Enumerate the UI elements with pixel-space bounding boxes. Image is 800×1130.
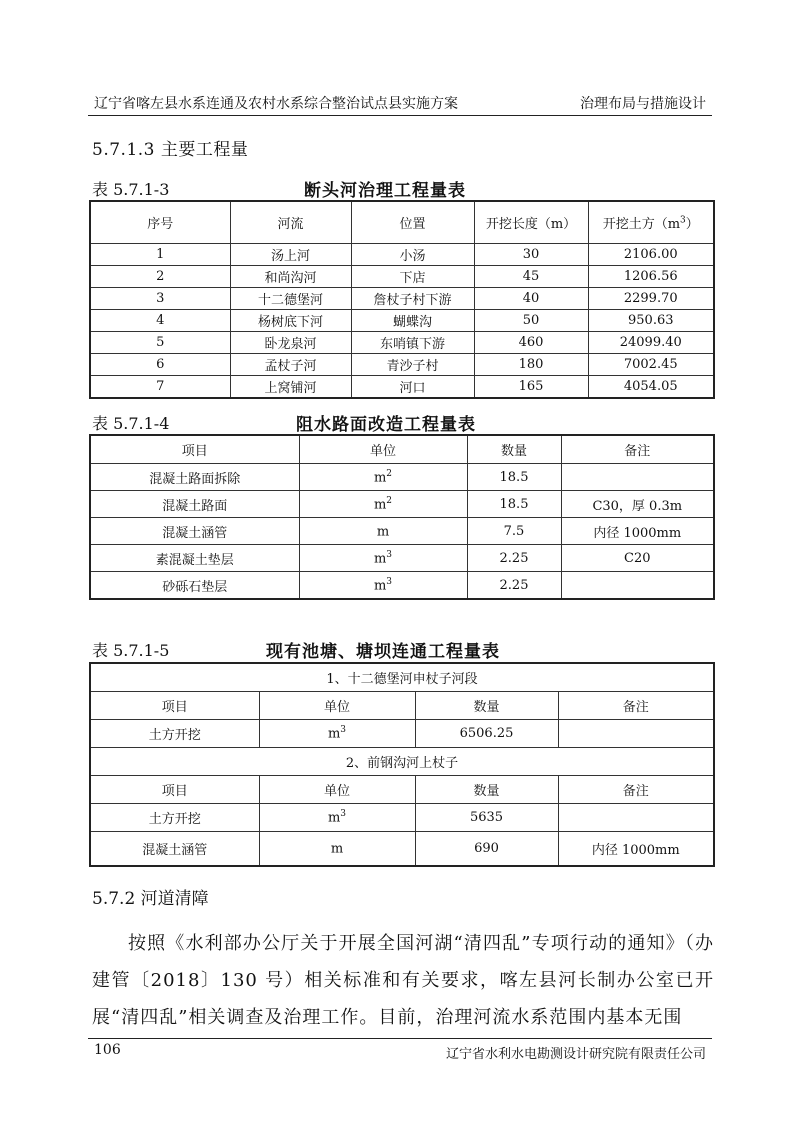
table2.rows-item-cell: 砂砾石垫层 — [90, 572, 299, 600]
subsection-title: 5.7.1.3 主要工程量 — [92, 140, 249, 160]
table1-cell: 165 — [474, 376, 588, 399]
table1-cell: 卧龙泉河 — [230, 332, 351, 354]
table1-cell: 24099.40 — [588, 332, 714, 354]
table3-header-row — [90, 692, 714, 720]
table-row — [90, 518, 714, 545]
table-row — [90, 332, 714, 354]
table1-cell: 汤上河 — [230, 244, 351, 266]
table1-cell: 3 — [90, 288, 230, 310]
table1-cell: 2299.70 — [588, 288, 714, 310]
table-row — [90, 491, 714, 518]
table3.rows2-qty-cell: 690 — [415, 832, 558, 867]
table3-section-title: 2、前钢沟河上杖子 — [90, 748, 714, 776]
table-row — [90, 244, 714, 266]
table1-cell: 4054.05 — [588, 376, 714, 399]
table2.rows-qty-cell: 7.5 — [467, 518, 561, 545]
table3-header-cell: 项目 — [90, 692, 259, 720]
table2.rows-note-cell — [561, 572, 714, 600]
table1-cell: 小汤 — [351, 244, 474, 266]
table2.rows-unit-cell: $m^2$ — [299, 464, 467, 491]
table2.rows-note-cell: C30，厚 0.3m — [561, 491, 714, 518]
table2.rows-unit-cell: $m^3$ — [299, 572, 467, 600]
table-row — [90, 720, 714, 748]
table1-header-row — [90, 201, 714, 244]
table3.rows2-note-cell — [558, 804, 714, 832]
table1-cell: 460 — [474, 332, 588, 354]
table3.rows2-unit-cell: m — [259, 832, 415, 867]
table1-cell: 1 — [90, 244, 230, 266]
table2-title: 阻水路面改造工程量表 — [296, 415, 476, 435]
table-row — [90, 310, 714, 332]
table3-title: 现有池塘、塘坝连通工程量表 — [266, 642, 500, 662]
table1-cell: 和尚沟河 — [230, 266, 351, 288]
table3-header-cell: 数量 — [415, 692, 558, 720]
table1-cell: 45 — [474, 266, 588, 288]
table-row — [90, 376, 714, 399]
table3-header-cell: 单位 — [259, 776, 415, 804]
table1-caption — [92, 177, 712, 199]
table2.rows-unit-cell: m — [299, 518, 467, 545]
table3-header-row — [90, 776, 714, 804]
table1-cell: 7002.45 — [588, 354, 714, 376]
table3.rows2-note-cell: 内径 1000mm — [558, 832, 714, 867]
table2-header-cell: 数量 — [467, 435, 561, 464]
table1-cell: 十二德堡河 — [230, 288, 351, 310]
table-row — [90, 804, 714, 832]
table2-header-row — [90, 435, 714, 464]
table3-header-cell: 单位 — [259, 692, 415, 720]
table3-caption — [92, 638, 712, 660]
table3.rows2-unit-cell: $m^3$ — [259, 804, 415, 832]
table1-header-cell: 位置 — [351, 201, 474, 244]
table1-cell: 2 — [90, 266, 230, 288]
table1-cell: 下店 — [351, 266, 474, 288]
table2.rows-item-cell: 混凝土路面 — [90, 491, 299, 518]
table-pond-connection — [89, 662, 715, 867]
table1-cell: 河口 — [351, 376, 474, 399]
table2.rows-item-cell: 混凝土涵管 — [90, 518, 299, 545]
table3-section-row — [90, 748, 714, 776]
table1-cell: 青沙子村 — [351, 354, 474, 376]
table2-header-cell: 备注 — [561, 435, 714, 464]
footer-organization: 辽宁省水利水电勘测设计研究院有限责任公司 — [445, 1047, 706, 1062]
table-row — [90, 266, 714, 288]
table2-number: 表 5.7.1-4 — [92, 414, 170, 433]
table2.rows-note-cell: 内径 1000mm — [561, 518, 714, 545]
table1-cell: 杨树底下河 — [230, 310, 351, 332]
table-row — [90, 354, 714, 376]
table-row — [90, 545, 714, 572]
table-road-retrofit — [89, 434, 715, 600]
table1-cell: 东哨镇下游 — [351, 332, 474, 354]
table1-cell: 50 — [474, 310, 588, 332]
table1-cell: 詹杖子村下游 — [351, 288, 474, 310]
footer-rule — [88, 1038, 712, 1039]
table1-header-cell: 开挖长度（m） — [474, 201, 588, 244]
table1-cell: 5 — [90, 332, 230, 354]
table1-header-cell: 河流 — [230, 201, 351, 244]
table2-caption — [92, 411, 712, 433]
table3.rows1-qty-cell: 6506.25 — [415, 720, 558, 748]
page-number: 106 — [94, 1042, 121, 1058]
table2.rows-note-cell — [561, 464, 714, 491]
table2.rows-qty-cell: 18.5 — [467, 491, 561, 518]
table2.rows-note-cell: C20 — [561, 545, 714, 572]
table3-header-cell: 数量 — [415, 776, 558, 804]
table1-cell: 上窝铺河 — [230, 376, 351, 399]
table3-header-cell: 备注 — [558, 776, 714, 804]
table-row — [90, 288, 714, 310]
header-chapter-title: 治理布局与措施设计 — [580, 96, 706, 112]
table-dead-end-river — [89, 200, 715, 399]
table1-cell: 30 — [474, 244, 588, 266]
table1-number: 表 5.7.1-3 — [92, 180, 170, 199]
table2.rows-unit-cell: $m^3$ — [299, 545, 467, 572]
table1-cell: 蝴蝶沟 — [351, 310, 474, 332]
table3.rows1-note-cell — [558, 720, 714, 748]
table2.rows-qty-cell: 18.5 — [467, 464, 561, 491]
header-rule — [88, 115, 712, 116]
table1-cell: 2106.00 — [588, 244, 714, 266]
table3-header-cell: 备注 — [558, 692, 714, 720]
table1-cell: 4 — [90, 310, 230, 332]
table3.rows1-item-cell: 土方开挖 — [90, 720, 259, 748]
table1-header-cell: 序号 — [90, 201, 230, 244]
table3.rows2-item-cell: 混凝土涵管 — [90, 832, 259, 867]
table3-header-cell: 项目 — [90, 776, 259, 804]
table1-title: 断头河治理工程量表 — [304, 181, 466, 201]
table2.rows-item-cell: 混凝土路面拆除 — [90, 464, 299, 491]
table3.rows2-qty-cell: 5635 — [415, 804, 558, 832]
table1-cell: 1206.56 — [588, 266, 714, 288]
table-row — [90, 572, 714, 600]
table1-cell: 孟杖子河 — [230, 354, 351, 376]
table3-section-title: 1、十二德堡河申杖子河段 — [90, 663, 714, 692]
table2.rows-unit-cell: $m^2$ — [299, 491, 467, 518]
table-row — [90, 832, 714, 867]
table3.rows2-item-cell: 土方开挖 — [90, 804, 259, 832]
table1-cell: 40 — [474, 288, 588, 310]
table2.rows-qty-cell: 2.25 — [467, 572, 561, 600]
table-row — [90, 464, 714, 491]
table3-section-row — [90, 663, 714, 692]
body-paragraph: 按照《水利部办公厅关于开展全国河湖“清四乱”专项行动的通知》（办建管〔2018〕130 号）相关标准和有关要求，喀左县河长制办公室已开展“清四乱”相关调查及治理工作。目前，治理河流水系范围内基本无围 — [92, 933, 714, 1028]
table2-header-cell: 项目 — [90, 435, 299, 464]
header-doc-title: 辽宁省喀左县水系连通及农村水系综合整治试点县实施方案 — [94, 96, 458, 112]
table3-number: 表 5.7.1-5 — [92, 641, 170, 660]
table2-header-cell: 单位 — [299, 435, 467, 464]
section-title-572: 5.7.2 河道清障 — [92, 889, 209, 909]
table1-cell: 950.63 — [588, 310, 714, 332]
table1-cell: 180 — [474, 354, 588, 376]
table1-cell: 6 — [90, 354, 230, 376]
table1-cell: 7 — [90, 376, 230, 399]
table2.rows-item-cell: 素混凝土垫层 — [90, 545, 299, 572]
table1-header-cell: 开挖土方$(m^3)$ — [588, 201, 714, 244]
table2.rows-qty-cell: 2.25 — [467, 545, 561, 572]
table3.rows1-unit-cell: $m^3$ — [259, 720, 415, 748]
